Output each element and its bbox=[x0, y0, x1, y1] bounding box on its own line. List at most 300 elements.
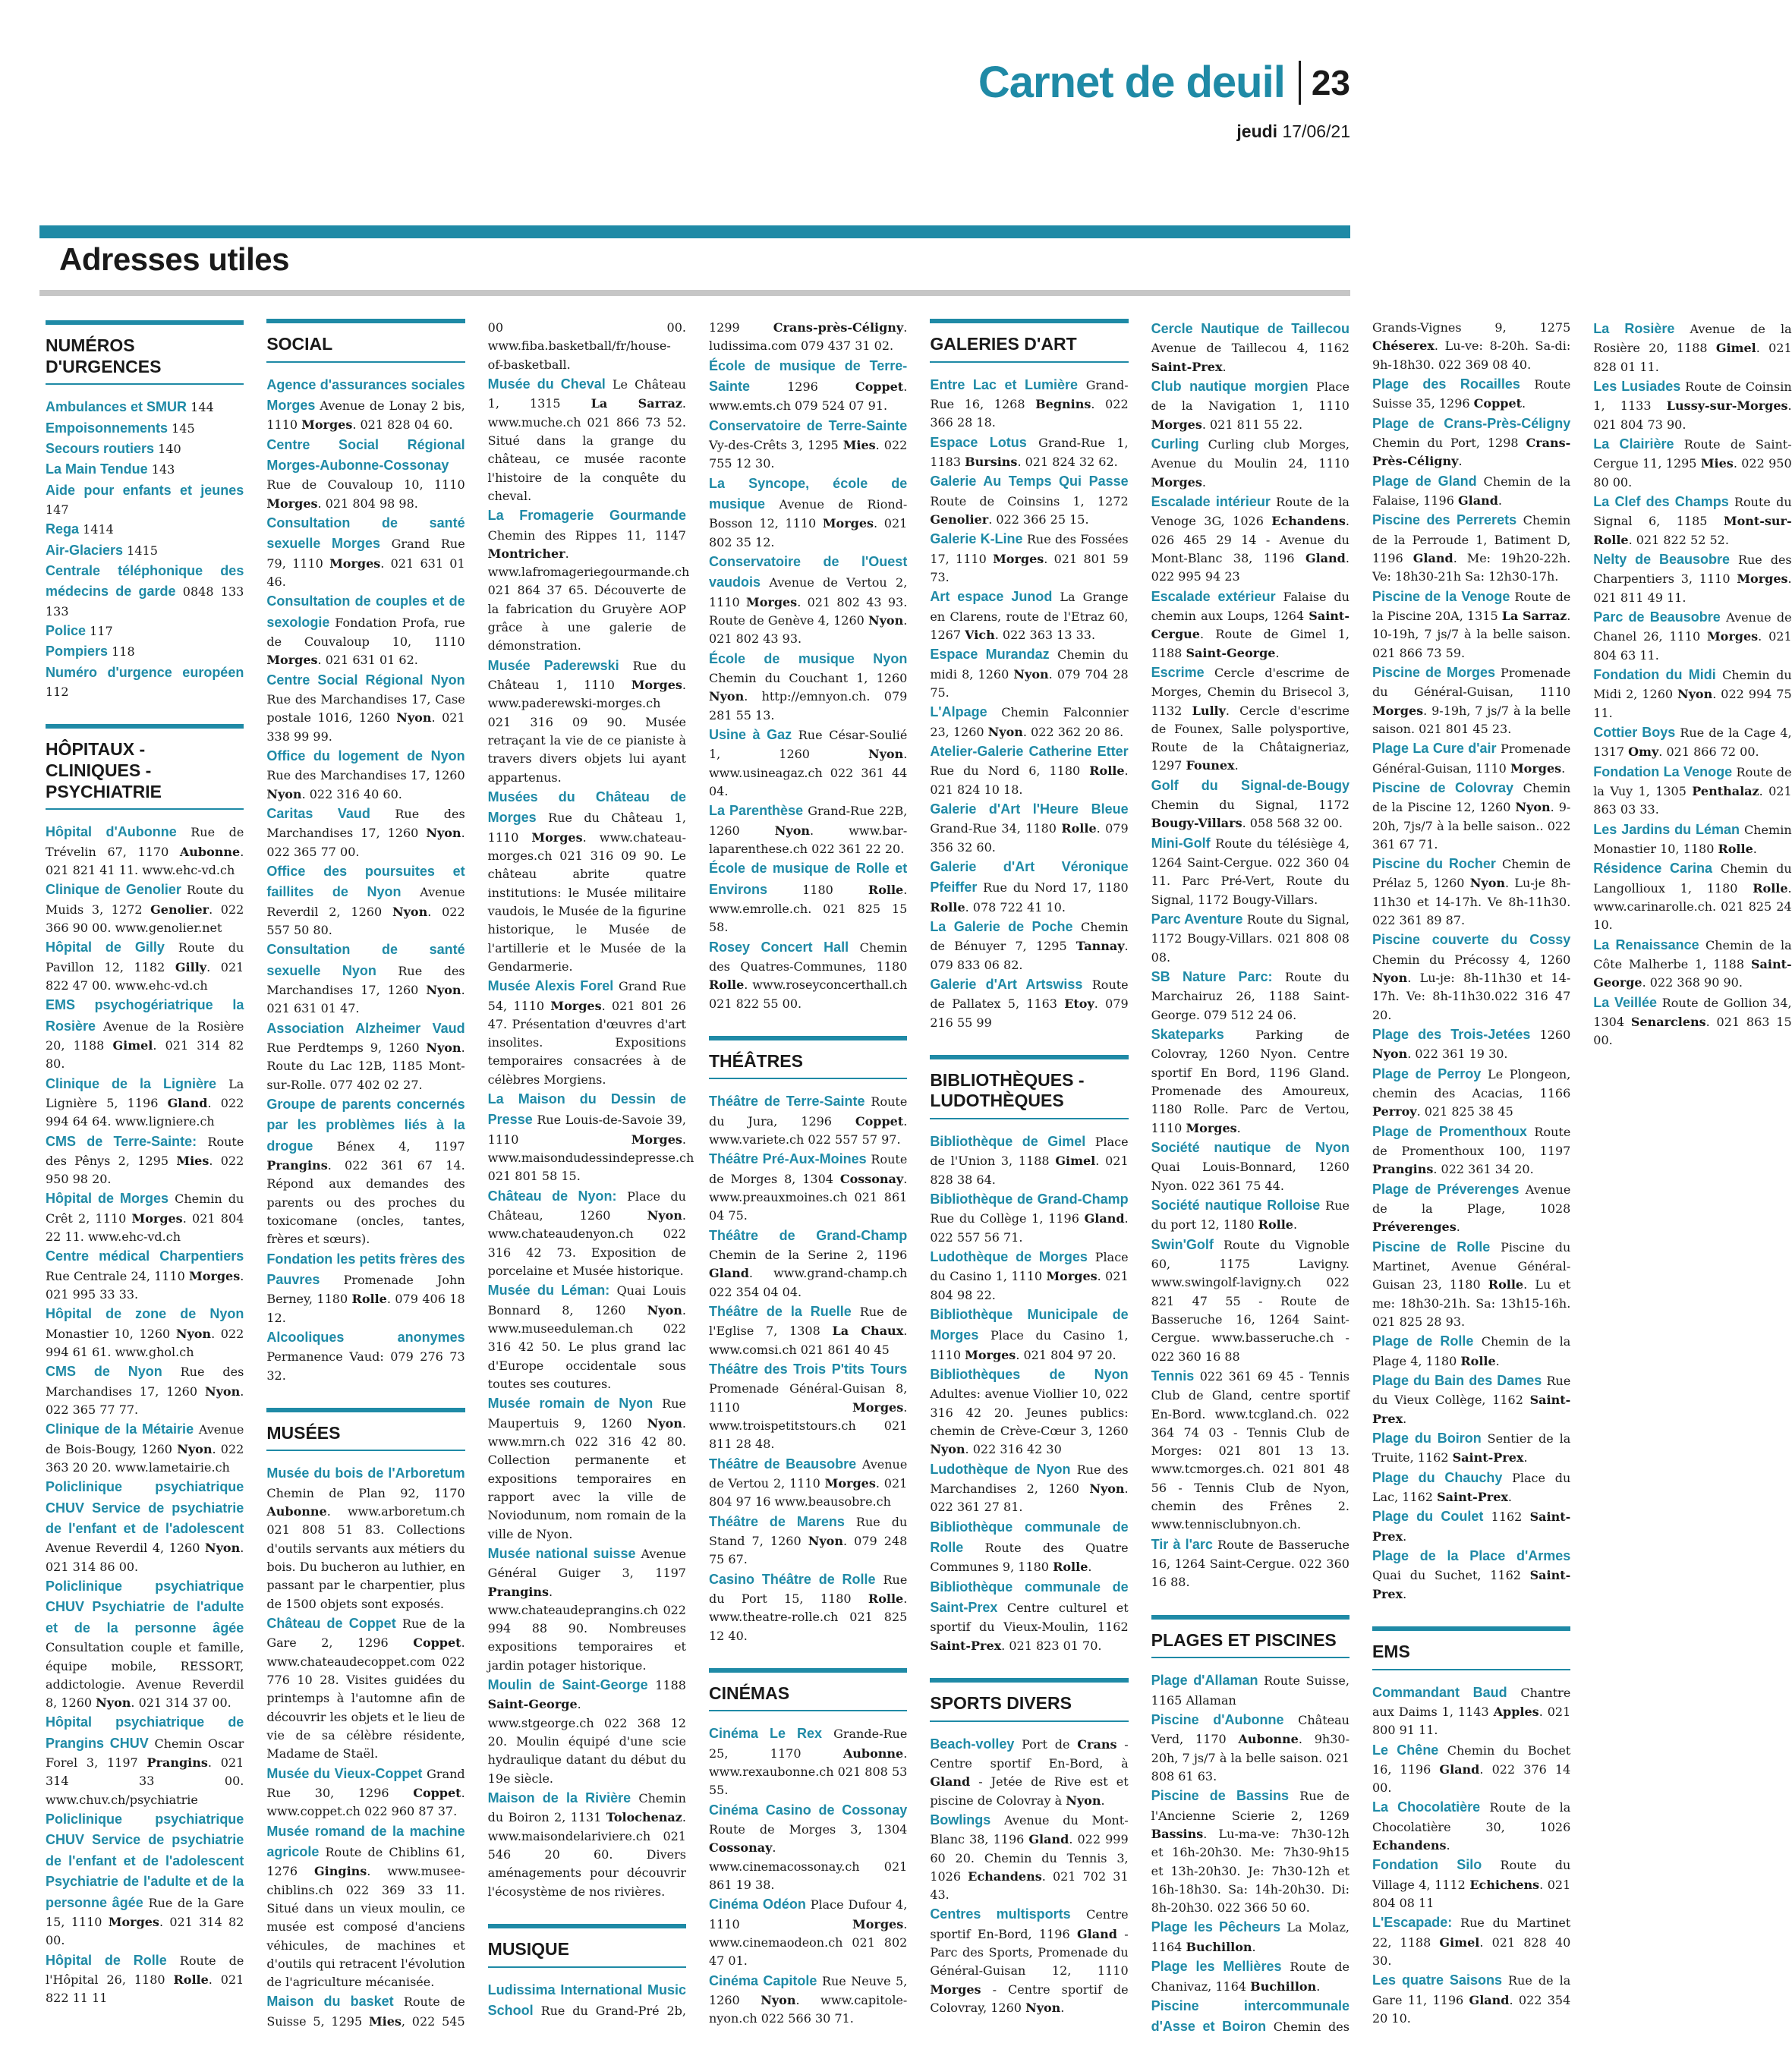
entry-text: . www.paderewski-morges.ch 021 316 09 90. Musée retraçant la vie de ce pianiste à travers divers objets lui ayant appartenus. bbox=[487, 678, 686, 785]
entry-name: Plage les Mellières bbox=[1151, 1959, 1282, 1975]
directory-entry bbox=[1151, 492, 1350, 587]
entry-text: Rue du Grand-Pré 2b, 1299 bbox=[533, 320, 773, 2018]
entry-locality: Prangins bbox=[1372, 1162, 1434, 1177]
entry-locality: Prangins bbox=[266, 1157, 328, 1173]
entry-locality: Gland bbox=[167, 1095, 208, 1110]
entry-text: Chemin des Quatres-Communes, 1180 bbox=[708, 940, 908, 974]
entry-locality: Echandens bbox=[1372, 1838, 1447, 1853]
entry-text: Place du Lac, 1162 bbox=[1372, 1470, 1571, 1504]
entry-name: Bibliothèque de Gimel bbox=[930, 1134, 1086, 1150]
directory-entry bbox=[930, 1132, 1128, 1189]
entry-name: Hôpital de Morges bbox=[46, 1191, 169, 1207]
entry-locality: Saint-Prex bbox=[930, 1638, 1002, 1653]
entry-text: . bbox=[1293, 1217, 1298, 1232]
entry-name: Château de Coppet bbox=[266, 1616, 396, 1632]
entry-name: Plage du Boiron bbox=[1372, 1430, 1482, 1446]
entry-text: . 021 801 59 73. bbox=[930, 551, 1129, 584]
directory-entry bbox=[709, 1359, 907, 1454]
directory-entry bbox=[1593, 434, 1791, 492]
entry-name: Cinéma Casino de Cossonay bbox=[708, 1802, 908, 1818]
entry-text: Avenue de la Plage, 1028 bbox=[1372, 1182, 1571, 1217]
entry-text: Promenade John Berney, 1180 bbox=[266, 1272, 465, 1307]
directory-entry bbox=[266, 1821, 465, 1992]
entry-name: Clinique de la Métairie bbox=[46, 1421, 194, 1437]
entry-text: . 022 999 60 20. Chemin du Tennis 3, 1026 bbox=[930, 1832, 1129, 1884]
entry-name: Bibliothèque de Grand-Champ bbox=[930, 1192, 1129, 1207]
entry-text: Chemin des Rippes 11, 1147 bbox=[487, 527, 686, 543]
entry-name: La Renaissance bbox=[1593, 937, 1699, 952]
entry-name: Bibliothèques de Nyon bbox=[930, 1367, 1129, 1382]
entry-locality: Nyon bbox=[426, 1040, 461, 1055]
entry-text: . 021 338 99 99. bbox=[266, 710, 465, 744]
entry-text: . 079 406 18 12. bbox=[266, 1292, 465, 1325]
directory-entry bbox=[1372, 1331, 1570, 1371]
entry-name: Ludissima International Music School bbox=[487, 1982, 686, 2018]
entry-text: . www.arboretum.ch 021 808 51 83. Collections d'outils servants aux métiers du bois. Du bucheron au luthier, en passant par le charpentier, plus de 1500 objets sont exposés. bbox=[266, 1504, 465, 1611]
entry-locality: Gland bbox=[1439, 1761, 1480, 1777]
entry-locality: Gland bbox=[930, 1774, 971, 1790]
entry-text: . bbox=[1753, 841, 1757, 856]
entry-text: . www.muche.ch 021 866 73 52. Situé dans la grange du château, ce musée raconte l'histoire de la conquête du cheval. bbox=[487, 396, 686, 503]
entry-name: Théâtre de Grand-Champ bbox=[708, 1227, 908, 1243]
directory-entry bbox=[1372, 1468, 1570, 1507]
section-heading: EMS bbox=[1372, 1626, 1570, 1670]
entry-name: Bibliothèque communale de Rolle bbox=[930, 1519, 1129, 1555]
directory-entry bbox=[709, 1149, 907, 1225]
entry-text: 117 bbox=[86, 624, 113, 639]
entry-name: Les Jardins du Léman bbox=[1593, 821, 1740, 837]
entry-text: Rue du Vieux Collège, 1162 bbox=[1372, 1373, 1571, 1408]
entry-text: Grand-Rue 1, 1183 bbox=[930, 435, 1129, 469]
entry-name: Les quatre Saisons bbox=[1372, 1972, 1502, 1988]
entry-text: Monastier 10, 1260 bbox=[46, 1326, 176, 1341]
entry-text: Avenue de la Rosière 20, 1188 bbox=[46, 1018, 244, 1053]
section-name: Carnet de deuil bbox=[978, 58, 1285, 107]
entry-text: Place Dufour 4, 1110 bbox=[708, 1897, 908, 1931]
directory-entry bbox=[46, 1074, 244, 1132]
entry-name: Association Alzheimer Vaud bbox=[266, 1020, 465, 1036]
directory-entry bbox=[266, 861, 465, 940]
entry-name: Centres multisports bbox=[930, 1906, 1071, 1922]
directory-entry bbox=[930, 974, 1128, 1032]
entry-text: . Route de Gimel 1, 1188 bbox=[1151, 627, 1350, 660]
directory-entry bbox=[488, 656, 686, 787]
entry-name: La Galerie de Poche bbox=[930, 918, 1073, 934]
entry-name: Centre médical Charpentiers bbox=[46, 1248, 244, 1264]
entry-text: Avenue Général Guiger 3, 1197 bbox=[487, 1546, 686, 1581]
dateline-date: 17/06/21 bbox=[1282, 121, 1350, 141]
directory-entry bbox=[930, 857, 1128, 917]
entry-name: Théâtre de Marens bbox=[708, 1513, 845, 1529]
entry-text: . bbox=[1088, 1560, 1092, 1575]
entry-text: . 021 702 31 43. bbox=[930, 1868, 1129, 1903]
entry-text: Quai Louis Bonnard 8, 1260 bbox=[487, 1283, 686, 1317]
entry-text: . 021 804 98 98. bbox=[317, 496, 418, 511]
entry-text: Chemin du Boiron 2, 1131 bbox=[487, 1790, 686, 1825]
directory-entry bbox=[1593, 762, 1791, 820]
entry-locality: Bursins bbox=[965, 454, 1018, 469]
entry-locality: Begnins bbox=[1035, 396, 1091, 411]
entry-name: Usine à Gaz bbox=[708, 726, 792, 742]
entry-text: . www.museeduleman.ch 022 316 42 50. Le plus grand lac d'Europe occidentale sous toutes ses coutures. bbox=[487, 1302, 686, 1391]
entry-text: Rue de la Cage 4, 1317 bbox=[1593, 725, 1792, 760]
entry-text: - Centre sportif de Colovray, 1260 bbox=[930, 1982, 1129, 2016]
entry-name: Cinéma Le Rex bbox=[708, 1726, 823, 1742]
entry-locality: Morges bbox=[824, 1475, 876, 1491]
directory-entry bbox=[1151, 319, 1350, 376]
directory-entry bbox=[266, 1018, 465, 1094]
directory-entry bbox=[1593, 376, 1791, 434]
directory-entry bbox=[46, 822, 244, 880]
directory-entry bbox=[1151, 1786, 1350, 1917]
entry-name: Agence d'assurances sociales Morges bbox=[266, 376, 465, 413]
entry-text: Avenue Reverdil 2, 1260 bbox=[266, 885, 465, 919]
entry-name: Policlinique psychiatrique CHUV Psychiatrie de l'adulte et de la personne âgée bbox=[46, 1579, 244, 1635]
entry-name: Musée du Léman: bbox=[487, 1283, 610, 1299]
entry-locality: Gland bbox=[1469, 1992, 1510, 2007]
directory-entry bbox=[46, 540, 244, 561]
entry-text: . 021 821 41 11. www.ehc-vd.ch bbox=[46, 844, 244, 877]
entry-name: Piscine de Bassins bbox=[1151, 1788, 1289, 1804]
entry-locality: Nyon bbox=[1372, 971, 1408, 986]
directory-entry bbox=[709, 474, 907, 552]
masthead bbox=[978, 57, 1350, 108]
entry-text: . 022 557 56 71. bbox=[930, 1211, 1129, 1245]
directory-entry bbox=[46, 480, 244, 520]
entry-text: Place de l'Union 3, 1188 bbox=[930, 1135, 1129, 1169]
directory-entry bbox=[487, 505, 690, 656]
entry-name: Tennis bbox=[1151, 1368, 1195, 1384]
entry-text: . 022 994 64 64. www.ligniere.ch bbox=[46, 1095, 244, 1129]
entry-text: . 022 994 75 11. bbox=[1593, 687, 1792, 720]
directory-entry bbox=[488, 976, 686, 1089]
entry-locality: Morges bbox=[993, 551, 1044, 566]
directory-entry bbox=[1372, 1970, 1570, 2028]
section-heading: SOCIAL bbox=[266, 319, 465, 363]
entry-name: Théâtre des Trois P'tits Tours bbox=[708, 1362, 908, 1377]
entry-name: Tir à l'arc bbox=[1151, 1536, 1213, 1552]
directory-entry bbox=[266, 513, 465, 591]
entry-text: 147 bbox=[46, 502, 69, 517]
entry-text: 145 bbox=[168, 420, 195, 436]
entry-text: 022 361 69 45 - Tennis Club de Gland, centre sportif En-Bord. www.tcgland.ch. 022 364 74 03 - Tennis Club de Morges: 021 801 13 13. www.tcmorges.ch. 021 801 48 56 - Tennis Club de Nyon, chemin des Frênes 2. www.tennisclubnyon.ch. bbox=[1151, 1368, 1350, 1532]
entry-locality: Saint-Prex bbox=[1151, 359, 1223, 374]
directory-entry bbox=[1151, 1235, 1350, 1366]
entry-text: Chemin Falconnier 23, 1260 bbox=[930, 705, 1129, 739]
entry-text: Chemin de la Côte Malherbe 1, 1188 bbox=[1593, 937, 1792, 971]
entry-locality: Morges bbox=[531, 830, 583, 845]
directory-entry bbox=[709, 801, 907, 858]
entry-text: - Parc des Sports, Promenade du Général-Guisan 12, 1110 bbox=[930, 1926, 1129, 1979]
entry-locality: Morges bbox=[746, 594, 798, 609]
entry-name: Conservatoire de Terre-Sainte bbox=[708, 417, 908, 433]
entry-text: . www.rexaubonne.ch 021 808 53 55. bbox=[708, 1746, 908, 1798]
directory-entry bbox=[1151, 1957, 1350, 1996]
entry-locality: Morges bbox=[266, 496, 318, 511]
entry-name: Golf du Signal-de-Bougy bbox=[1151, 777, 1350, 793]
entry-text: Grand-Rue 16, 1268 bbox=[930, 377, 1129, 411]
entry-locality: Tannay bbox=[1076, 939, 1125, 954]
directory-entry bbox=[709, 858, 907, 937]
entry-text: Chemin des Grands-Vignes 9, 1275 bbox=[1266, 320, 1571, 2035]
directory-entry bbox=[709, 1454, 907, 1512]
directory-entry bbox=[930, 1577, 1128, 1655]
dateline-day: jeudi bbox=[1236, 121, 1278, 141]
entry-locality: Crans bbox=[1077, 1736, 1117, 1752]
entry-text: . 021 866 72 00. bbox=[1658, 745, 1759, 760]
directory-entry bbox=[1151, 776, 1350, 833]
directory-entry bbox=[46, 439, 244, 459]
directory-entry bbox=[1372, 1740, 1570, 1798]
entry-name: Plage du Chauchy bbox=[1372, 1469, 1503, 1485]
entry-name: Police bbox=[46, 623, 87, 639]
directory-entry bbox=[1372, 778, 1570, 854]
entry-name: Policlinique psychiatrique CHUV Service de psychiatrie de l'enfant et de l'adolescent bbox=[46, 1479, 244, 1537]
entry-name: Résidence Carina bbox=[1593, 861, 1713, 877]
entry-name: La Rosière bbox=[1593, 321, 1675, 336]
directory-entry bbox=[46, 1188, 244, 1246]
entry-name: EMS psychogériatrique la Rosière bbox=[46, 997, 244, 1034]
directory-entry bbox=[1372, 1237, 1570, 1332]
entry-locality: Saint-Prex bbox=[1437, 1489, 1508, 1504]
directory-entry bbox=[1593, 319, 1791, 376]
entry-text: Avenue Reverdil 4, 1260 bbox=[46, 1541, 205, 1556]
directory-entry bbox=[930, 1517, 1128, 1577]
entry-text: Place du Casino 1, 1110 bbox=[930, 1328, 1129, 1362]
directory-entry bbox=[1372, 1855, 1570, 1912]
entry-locality: Gland bbox=[1084, 1211, 1125, 1226]
entry-text: . 021 804 97 16 www.beausobre.ch bbox=[708, 1475, 908, 1510]
entry-name: Plage de la Place d'Armes bbox=[1372, 1547, 1571, 1563]
entry-name: Musées du Château de Morges bbox=[487, 789, 686, 826]
entry-locality: Saint-George bbox=[487, 1697, 578, 1712]
entry-text: . 022 366 28 18. bbox=[930, 396, 1129, 430]
entry-text: Permanence Vaud: 079 276 73 32. bbox=[266, 1349, 465, 1383]
entry-text: Route du Marchairuz 26, 1188 Saint-George. 079 512 24 06. bbox=[1151, 970, 1350, 1022]
entry-name: Centre Social Régional Nyon bbox=[266, 672, 465, 688]
entry-locality: Cossonay bbox=[708, 1840, 773, 1856]
entry-locality: Morges bbox=[1151, 417, 1202, 432]
entry-locality: Apples bbox=[1493, 1704, 1539, 1719]
entry-name: Espace Murandaz bbox=[930, 647, 1050, 663]
entry-locality: La Chaux bbox=[832, 1324, 904, 1339]
entry-name: Ambulances et SMUR bbox=[46, 399, 187, 415]
entry-name: Le Chêne bbox=[1372, 1742, 1439, 1758]
entry-locality: Crans-Près-Céligny bbox=[1372, 435, 1571, 469]
entry-text: . 021 863 15 00. bbox=[1593, 1014, 1792, 1048]
directory-entry bbox=[1593, 549, 1791, 607]
entry-text: Avenue de Vertou 2, 1110 bbox=[708, 575, 908, 609]
entry-locality: Morges bbox=[1737, 571, 1788, 587]
entry-name: Galerie d'Art l'Heure Bleue bbox=[930, 801, 1129, 817]
entry-locality: Morges bbox=[301, 417, 353, 433]
entry-text: . www.stgeorge.ch 022 368 12 20. Moulin équipé d'une scie hydraulique datant du début du 19e siècle. bbox=[487, 1697, 686, 1786]
entry-locality: Rolle bbox=[930, 899, 965, 915]
entry-name: Piscine de la Venoge bbox=[1372, 588, 1510, 604]
entry-name: Conservatoire de l'Ouest vaudois bbox=[708, 553, 908, 590]
entry-text: . www.chateaudeprangins.ch 022 994 88 90. Nombreuses expositions temporaires et jardin potager historique. bbox=[487, 1584, 686, 1673]
entry-text: Avenue de Riond-Bosson 12, 1110 bbox=[708, 497, 908, 531]
directory-entry bbox=[46, 1419, 244, 1477]
entry-text: . 021 828 04 60. bbox=[352, 417, 453, 433]
directory-entry bbox=[46, 1950, 244, 2008]
entry-text: . 079 248 75 67. bbox=[708, 1533, 908, 1567]
entry-text: , 022 545 00 00. www.fiba.basketball/fr/house-of-basketball. bbox=[401, 320, 686, 2029]
entry-text: Chemin du Précossy 4, 1260 bbox=[1372, 952, 1571, 967]
entry-text: Cercle d'escrime de Morges, Chemin du Brisecol 3, 1132 bbox=[1151, 665, 1350, 718]
entry-name: L'Alpage bbox=[930, 704, 987, 720]
directory-entry bbox=[1151, 1138, 1350, 1195]
entry-text: Bénex 4, 1197 bbox=[313, 1138, 465, 1154]
entry-text: . 022 365 77 77. bbox=[46, 1384, 244, 1418]
entry-name: Plage de Préverenges bbox=[1372, 1181, 1520, 1197]
entry-text: Château Verd, 1170 bbox=[1151, 1712, 1350, 1747]
entry-text: . www.troispetitstours.ch 021 811 28 48. bbox=[708, 1399, 908, 1452]
entry-text: . 078 722 41 10. bbox=[965, 899, 1066, 915]
entry-name: Bowlings bbox=[930, 1812, 991, 1827]
entry-text: Quai du Suchet, 1162 bbox=[1372, 1568, 1530, 1583]
entry-locality: Nyon bbox=[426, 826, 461, 841]
entry-text: . 021 824 10 18. bbox=[930, 763, 1129, 797]
entry-text: Rue de l'Ancienne Scierie 2, 1269 bbox=[1151, 1789, 1350, 1823]
directory-entry bbox=[930, 644, 1128, 702]
entry-text: Chemin Monastier 10, 1180 bbox=[1593, 822, 1792, 856]
entry-text: Route du Signal 6, 1185 bbox=[1593, 494, 1792, 529]
entry-name: Groupe de parents concernés par les problèmes liés à la drogue bbox=[266, 1096, 465, 1154]
entry-text: . 021 828 01 11. bbox=[1593, 341, 1792, 374]
directory-entry bbox=[930, 433, 1128, 472]
entry-text: . 021 995 33 33. bbox=[46, 1268, 244, 1302]
section-heading: PLAGES ET PISCINES bbox=[1151, 1615, 1350, 1659]
entry-text: Route de Chanivaz, 1164 bbox=[1151, 1960, 1350, 1994]
entry-locality: Etoy bbox=[1064, 996, 1094, 1012]
entry-text: . Cercle d'escrime de Founex, Salle polysportive, Route de la Châtaigneriaz, 1297 bbox=[1151, 703, 1350, 773]
entry-locality: Buchillon bbox=[1250, 1979, 1317, 1994]
entry-text: Rue des Marchandises 17, Case postale 1016, 1260 bbox=[266, 692, 465, 726]
entry-locality: Nyon bbox=[761, 1993, 796, 2008]
entry-name: Piscine d'Aubonne bbox=[1151, 1711, 1284, 1727]
entry-text: Route de la Venoge 3G, 1026 bbox=[1151, 494, 1350, 529]
directory-entry bbox=[46, 561, 244, 621]
entry-text: . www.emrolle.ch. 021 825 15 58. bbox=[708, 882, 908, 935]
directory-entry bbox=[1151, 1366, 1350, 1535]
entry-text: Piscine du Martinet, Avenue Général-Guisan 23, 1180 bbox=[1372, 1239, 1571, 1292]
directory-entry bbox=[1151, 967, 1350, 1025]
directory-entry bbox=[1593, 993, 1791, 1050]
entry-text: - Jetée de Rive est et piscine de Colovray à bbox=[930, 1774, 1129, 1808]
directory-entry bbox=[1151, 909, 1350, 967]
entry-text: . www.maisondudessindepresse.ch 021 801 58 15. bbox=[487, 1132, 694, 1184]
entry-text: Route Suisse 35, 1296 bbox=[1372, 376, 1571, 411]
entry-text: . 021 314 82 00. bbox=[46, 1914, 244, 1948]
entry-locality: Aubonne bbox=[842, 1746, 904, 1761]
entry-text: . bbox=[1201, 474, 1206, 490]
entry-locality: Rolle bbox=[868, 1591, 904, 1606]
entry-locality: Nyon bbox=[426, 982, 461, 997]
entry-text: Rue des Fossées 17, 1110 bbox=[930, 532, 1129, 566]
entry-name: L'Escapade: bbox=[1372, 1915, 1453, 1931]
entry-text: Chemin Oscar Forel 3, 1197 bbox=[46, 1736, 244, 1771]
directory-entry bbox=[1372, 587, 1570, 663]
entry-text: . Route du Lac 12B, 1185 Mont-sur-Rolle. 077 402 02 27. bbox=[266, 1040, 465, 1092]
entry-text: . 022 365 77 00. bbox=[266, 826, 465, 859]
entry-locality: Morges bbox=[189, 1268, 241, 1283]
entry-locality: Morges bbox=[108, 1914, 159, 1929]
entry-text: . bbox=[1498, 493, 1502, 508]
directory-entry bbox=[930, 587, 1128, 644]
entry-text: La Molaz, 1164 bbox=[1151, 1920, 1350, 1954]
entry-text: . 022 994 61 61. www.ghol.ch bbox=[46, 1326, 244, 1360]
entry-text: Curling club Morges, Avenue du Moulin 24, 1110 bbox=[1151, 436, 1350, 471]
entry-text: Route Suisse, 1165 Allaman bbox=[1151, 1673, 1350, 1708]
directory-entry bbox=[1372, 1546, 1570, 1604]
entry-locality: Saint-Cergue bbox=[1151, 608, 1350, 642]
entry-text: . 021 804 63 11. bbox=[1593, 629, 1792, 663]
entry-text: . www.emts.ch 079 524 07 91. bbox=[708, 379, 908, 414]
entry-locality: Nyon bbox=[266, 786, 302, 801]
section-heading: CINÉMAS bbox=[709, 1668, 907, 1712]
entry-text: . Lu-ve: 8-20h. Sa-di: 9h-18h30. 022 369 08 40. bbox=[1372, 338, 1571, 372]
entry-text: Rue de la Gare 11, 1196 bbox=[1372, 1973, 1571, 2007]
entry-name: Château de Nyon: bbox=[487, 1188, 617, 1204]
directory-entry bbox=[930, 1189, 1128, 1247]
directory-entry bbox=[709, 1894, 907, 1970]
entry-locality: Nyon bbox=[175, 1326, 212, 1341]
directory-entry bbox=[266, 804, 465, 861]
entry-name: Empoisonnements bbox=[46, 420, 168, 436]
directory-entry bbox=[46, 1712, 244, 1809]
entry-text: . 022 366 25 15. bbox=[988, 512, 1089, 527]
entry-name: Plage de Crans-Près-Céligny bbox=[1372, 415, 1571, 431]
entry-text: . 022 361 27 81. bbox=[930, 1481, 1129, 1515]
entry-locality: Gingins bbox=[314, 1864, 367, 1879]
entry-locality: Gilly bbox=[175, 959, 207, 974]
directory-entry bbox=[1372, 1797, 1570, 1855]
entry-name: Piscine de Morges bbox=[1372, 664, 1495, 680]
entry-locality: Gimel bbox=[1055, 1154, 1096, 1169]
directory-entry bbox=[709, 649, 907, 725]
entry-text: Rue de l'Eglise 7, 1308 bbox=[708, 1305, 908, 1339]
directory-entry bbox=[1372, 1064, 1570, 1122]
entry-text: 1260 bbox=[1530, 1028, 1571, 1043]
entry-locality: Nyon bbox=[868, 747, 904, 762]
directory-entry bbox=[1593, 935, 1791, 993]
directory-entry bbox=[1151, 1917, 1350, 1957]
directory-entry bbox=[1593, 820, 1791, 859]
entry-name: La Fromagerie Gourmande bbox=[487, 508, 686, 524]
entry-locality: Prangins bbox=[487, 1584, 550, 1599]
entry-locality: Gimel bbox=[1715, 341, 1756, 356]
entry-text: Route de Pallatex 5, 1163 bbox=[930, 977, 1129, 1012]
directory-entry bbox=[46, 1246, 244, 1304]
entry-text: . 021 631 01 46. bbox=[266, 556, 465, 589]
entry-name: Hôpital d'Aubonne bbox=[46, 824, 177, 840]
entry-text: Avenue de Lonay 2 bis, 1110 bbox=[266, 398, 465, 433]
directory-entry bbox=[930, 471, 1128, 529]
directory-entry bbox=[46, 1477, 244, 1576]
entry-text: 118 bbox=[108, 644, 135, 660]
entry-text: . 10-19h, 7 js/7 à la belle saison. 021 866 73 59. bbox=[1372, 608, 1571, 660]
entry-locality: Echandens bbox=[1271, 514, 1346, 529]
entry-text: . 079 356 32 60. bbox=[930, 821, 1129, 855]
entry-text: . 021 822 52 52. bbox=[1628, 532, 1729, 547]
entry-locality: Coppet bbox=[413, 1635, 461, 1651]
entry-name: La Syncope, école de musique bbox=[708, 475, 908, 512]
entry-locality: Rolle bbox=[708, 977, 745, 993]
entry-text: . Lu et me: 18h30-21h. Sa: 13h15-16h. 021 825 28 93. bbox=[1372, 1277, 1571, 1329]
entry-text: . www.roseyconcerthall.ch 021 822 55 00. bbox=[708, 977, 908, 1011]
directory-entry bbox=[709, 1226, 907, 1302]
